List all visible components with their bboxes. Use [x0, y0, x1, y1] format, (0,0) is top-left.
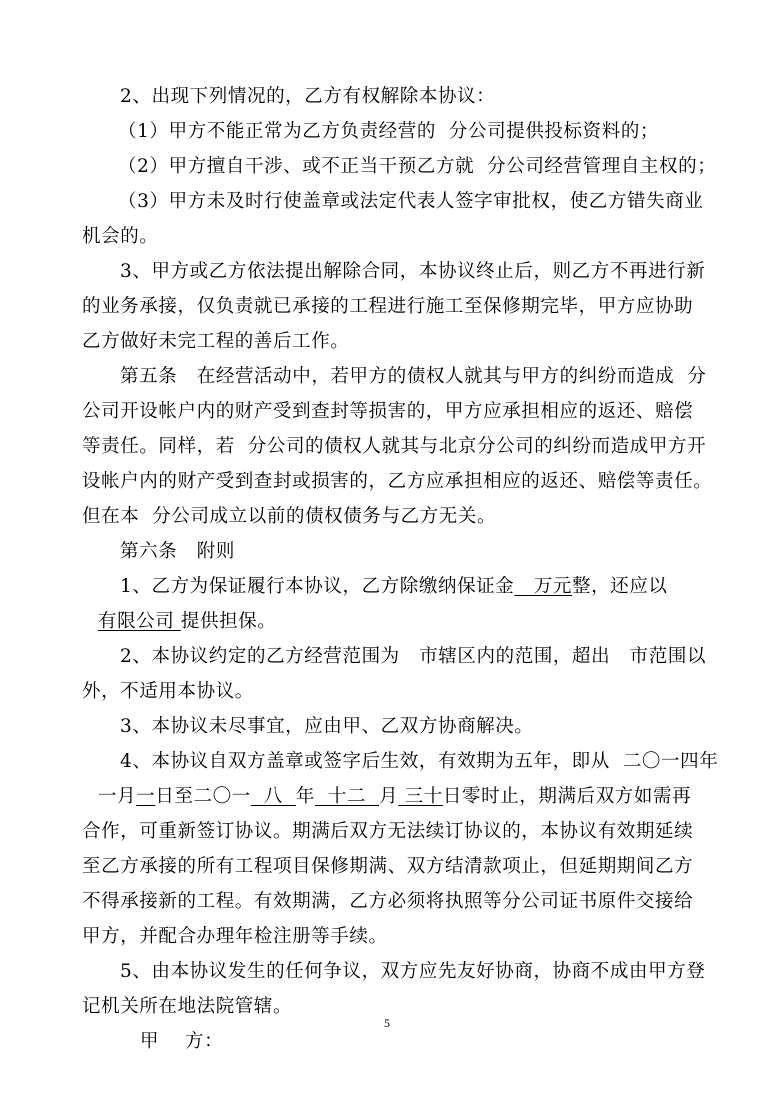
- text-line: 的业务承接，仅负责就已承接的工程进行施工至保修期完毕，甲方应协助: [82, 296, 694, 317]
- text-segment: 1、乙方为保证履行本协议，乙方除缴纳保证金: [120, 576, 515, 597]
- text-line: 公司开设帐户内的财产受到查封等损害的，甲方应承担相应的返还、赔偿: [82, 401, 694, 422]
- text-line: 外，不适用本协议。: [82, 681, 254, 702]
- text-line: 记机关所在地法院管辖。: [82, 996, 293, 1017]
- text-line: 设帐户内的财产受到查封或损害的，乙方应承担相应的返还、赔偿等责任。: [82, 471, 713, 492]
- text-line: 不得承接新的工程。有效期满，乙方必须将执照等分公司证书原件交接给: [82, 891, 694, 912]
- text-line: 乙方做好未完工程的善后工作。: [82, 331, 350, 352]
- text-line: 3、本协议未尽事宜，应由甲、乙双方协商解决。: [120, 716, 534, 737]
- text-line: 机会的。: [82, 226, 159, 247]
- text-line: （1）甲方不能正常为乙方负责经营的 分公司提供投标资料的；: [118, 121, 660, 142]
- signature-label: 甲 方：: [140, 1031, 224, 1052]
- text-line: 但在本 分公司成立以前的债权债务与乙方无关。: [82, 506, 497, 527]
- text-segment: 月: [379, 786, 399, 807]
- underlined-field: 一: [136, 786, 156, 807]
- underlined-field: 有限公司: [98, 611, 181, 632]
- underlined-field: 八: [250, 786, 296, 807]
- text-line: 5、由本协议发生的任何争议，双方应先友好协商，协商不成由甲方登: [120, 961, 706, 982]
- page-number: 5: [384, 1016, 390, 1030]
- text-line: 合作，可重新签订协议。期满后双方无法续订协议的，本协议有效期延续: [82, 821, 694, 842]
- text-line: [98, 609, 276, 635]
- underlined-field: 万元: [514, 576, 573, 597]
- text-segment: 日至二〇一: [155, 786, 251, 807]
- text-segment: 提供担保。: [180, 611, 277, 632]
- text-line: 2、出现下列情况的，乙方有权解除本协议：: [120, 86, 496, 107]
- text-segment: 整，还应以: [572, 576, 668, 597]
- text-line: [120, 574, 668, 600]
- text-line: 4、本协议自双方盖章或签字后生效，有效期为五年，即从 二〇一四年: [120, 751, 719, 772]
- text-line: （2）甲方擅自干涉、或不正当干预乙方就 分公司经营管理自主权的；: [118, 156, 717, 177]
- text-segment: 年: [295, 786, 315, 807]
- text-line: [98, 784, 691, 810]
- text-line: 2、本协议约定的乙方经营范围为 市辖区内的范围，超出 市范围以: [120, 646, 707, 667]
- text-line: 至乙方承接的所有工程项目保修期满、双方结清款项止，但延期期间乙方: [82, 856, 694, 877]
- text-line: 3、甲方或乙方依法提出解除合同，本协议终止后，则乙方不再进行新: [120, 261, 706, 282]
- underlined-field: 三十: [398, 786, 443, 807]
- text-segment: 日零时止，期满后双方如需再: [442, 786, 692, 807]
- text-line: （3）甲方未及时行使盖章或法定代表人签字审批权，使乙方错失商业: [118, 191, 704, 212]
- text-segment: 一月: [98, 786, 137, 807]
- text-line: 第五条 在经营活动中，若甲方的债权人就其与甲方的纠纷而造成 分: [120, 366, 707, 387]
- underlined-field: 十二: [314, 786, 380, 807]
- text-line: 第六条 附则: [120, 541, 235, 562]
- text-line: 等责任。同样，若 分公司的债权人就其与北京分公司的纠纷而造成甲方开: [82, 436, 707, 457]
- text-line: 甲方，并配合办理年检注册等手续。: [82, 926, 388, 947]
